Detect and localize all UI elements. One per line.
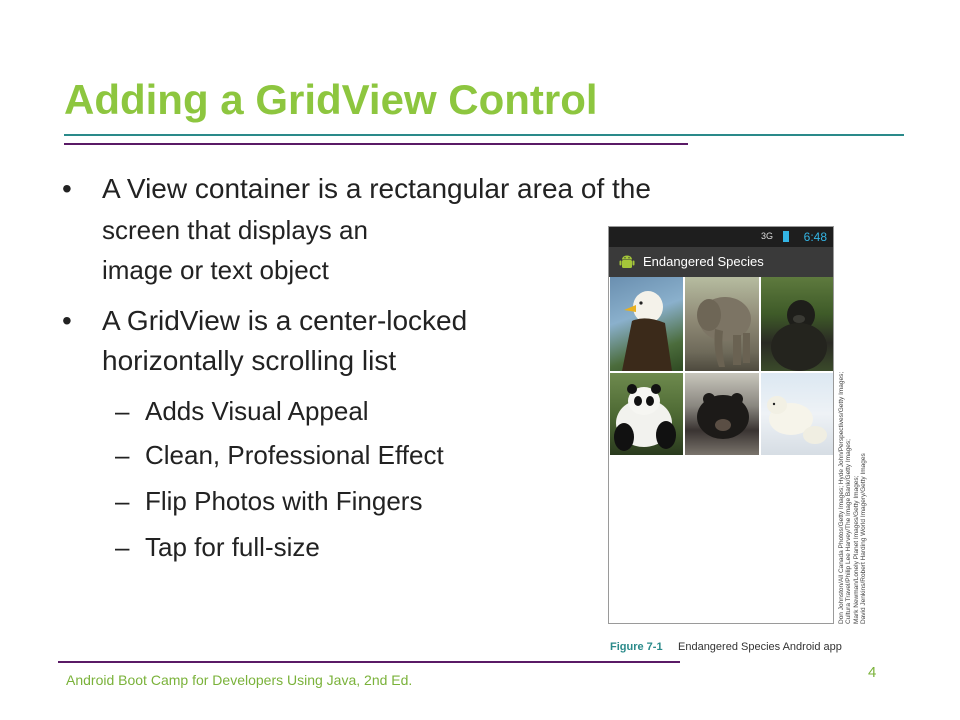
subbullet-marker: – <box>115 486 130 516</box>
bullet-1-line-3: image or text object <box>102 255 329 285</box>
slide-footer: Android Boot Camp for Developers Using Java, 2nd Ed. <box>66 672 413 688</box>
slide-title: Adding a GridView Control <box>64 76 598 123</box>
elephant-image <box>685 277 759 371</box>
bear-image <box>685 373 759 455</box>
android-icon <box>619 254 635 270</box>
subbullet-item: Tap for full-size <box>145 532 320 562</box>
gorilla-image <box>761 277 834 371</box>
phone-screenshot <box>608 226 834 624</box>
figure-label: Figure 7-1 <box>610 641 663 653</box>
subbullet-marker: – <box>115 396 130 426</box>
page-number: 4 <box>868 664 877 681</box>
footer-divider <box>58 661 680 663</box>
bullet-2-line-1: A GridView is a center-locked <box>102 305 468 336</box>
title-divider-purple <box>64 143 688 145</box>
subbullet-item: Clean, Professional Effect <box>145 440 444 470</box>
status-time: 6:48 <box>803 230 827 244</box>
polar-bear-image <box>761 373 834 455</box>
app-action-bar <box>609 247 833 277</box>
bullet-1-line-2: screen that displays an <box>102 215 368 245</box>
app-title: Endangered Species <box>643 254 764 269</box>
bullet-1-line-1: A View container is a rectangular area of the <box>102 173 651 204</box>
eagle-image <box>610 277 683 371</box>
panda-image <box>610 373 683 455</box>
bullet-marker: • <box>62 305 72 336</box>
subbullet-marker: – <box>115 440 130 470</box>
signal-indicator: 3G <box>760 231 773 241</box>
subbullet-item: Flip Photos with Fingers <box>145 486 423 516</box>
battery-icon <box>783 231 789 242</box>
bullet-marker: • <box>62 173 72 204</box>
subbullet-marker: – <box>115 532 130 562</box>
species-grid <box>609 277 833 455</box>
title-divider-teal <box>64 134 904 136</box>
photo-credits: Don Johnston/All Canada Photos/Getty Images; Hyde John/Perspectives/Getty Images; Cultura Travel/Philip Lee Harvey/The Image Bank/Getty Images; Mark Newman/Lonely Planet Images/Getty Images; David Jenkins/Robert Harding World Imagery/Getty Images <box>838 371 868 624</box>
status-bar <box>609 227 833 247</box>
bullet-2-line-2: horizontally scrolling list <box>102 345 397 376</box>
subbullet-item: Adds Visual Appeal <box>145 396 369 426</box>
figure-caption: Endangered Species Android app <box>678 641 842 653</box>
